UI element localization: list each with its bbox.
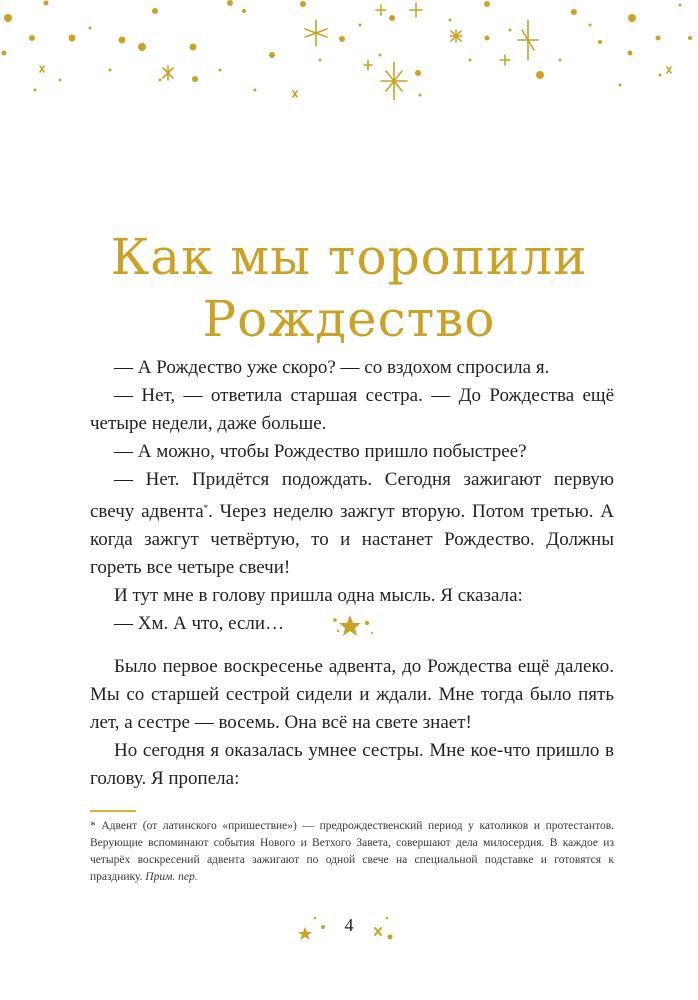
- paragraph: — А Рождество уже скоро? — со вздохом спросила я.: [114, 357, 550, 378]
- dialogue-section: [90, 354, 614, 638]
- footnote-marker: *: [203, 503, 209, 513]
- paragraph: — Хм. А что, если…: [114, 613, 285, 634]
- paragraph-text: . Через неделю зажгут вторую. Потом третью. А когда зажгут четвёртую, то и настанет Рождество. Должны гореть все четыре свечи!: [90, 501, 614, 578]
- star-separator-icon: [310, 605, 390, 645]
- footnote-text: * Адвент (от латинского «пришествие») — предрождественский период у католиков и протестантов. Верующие вспоминают события Нового и Ветхого Завета, совершают дела милосердия. В каждое из четырёх воскресений адвента зажигают по одной свече на специальной подставке и готовятся к празднику.: [90, 820, 614, 883]
- page-number: 4: [344, 915, 354, 935]
- paragraph: [90, 466, 614, 582]
- paragraph: — А можно, чтобы Рождество пришло побыстрее?: [114, 441, 527, 462]
- paragraph: И тут мне в голову пришла одна мысль. Я сказала:: [114, 585, 523, 606]
- chapter-title-line-2: Рождество: [202, 289, 496, 348]
- paragraph: Но сегодня я оказалась умнее сестры. Мне кое-что пришло в голову. Я пропела:: [90, 740, 614, 789]
- chapter-title: [0, 226, 698, 350]
- gold-stars-header-decoration: [0, 0, 698, 100]
- paragraph: Было первое воскресенье адвента, до Рождества ещё далеко. Мы со старшей сестрой сидели и ждали. Мне тогда было пять лет, а сестре — восемь. Она всё на свете знает!: [90, 656, 614, 733]
- paragraph: — Нет, — ответила старшая сестра. — До Рождества ещё четыре недели, даже больше.: [90, 385, 614, 434]
- narrative-section: [90, 653, 614, 793]
- footnote: [90, 818, 614, 886]
- chapter-title-line-1: Как мы торопили: [110, 227, 588, 286]
- paragraph-text: — Нет. Придётся подождать. Сегодня зажигают первую свечу адвента: [90, 469, 614, 522]
- translator-note: Прим. пер.: [145, 871, 198, 883]
- footnote-divider: [90, 810, 136, 812]
